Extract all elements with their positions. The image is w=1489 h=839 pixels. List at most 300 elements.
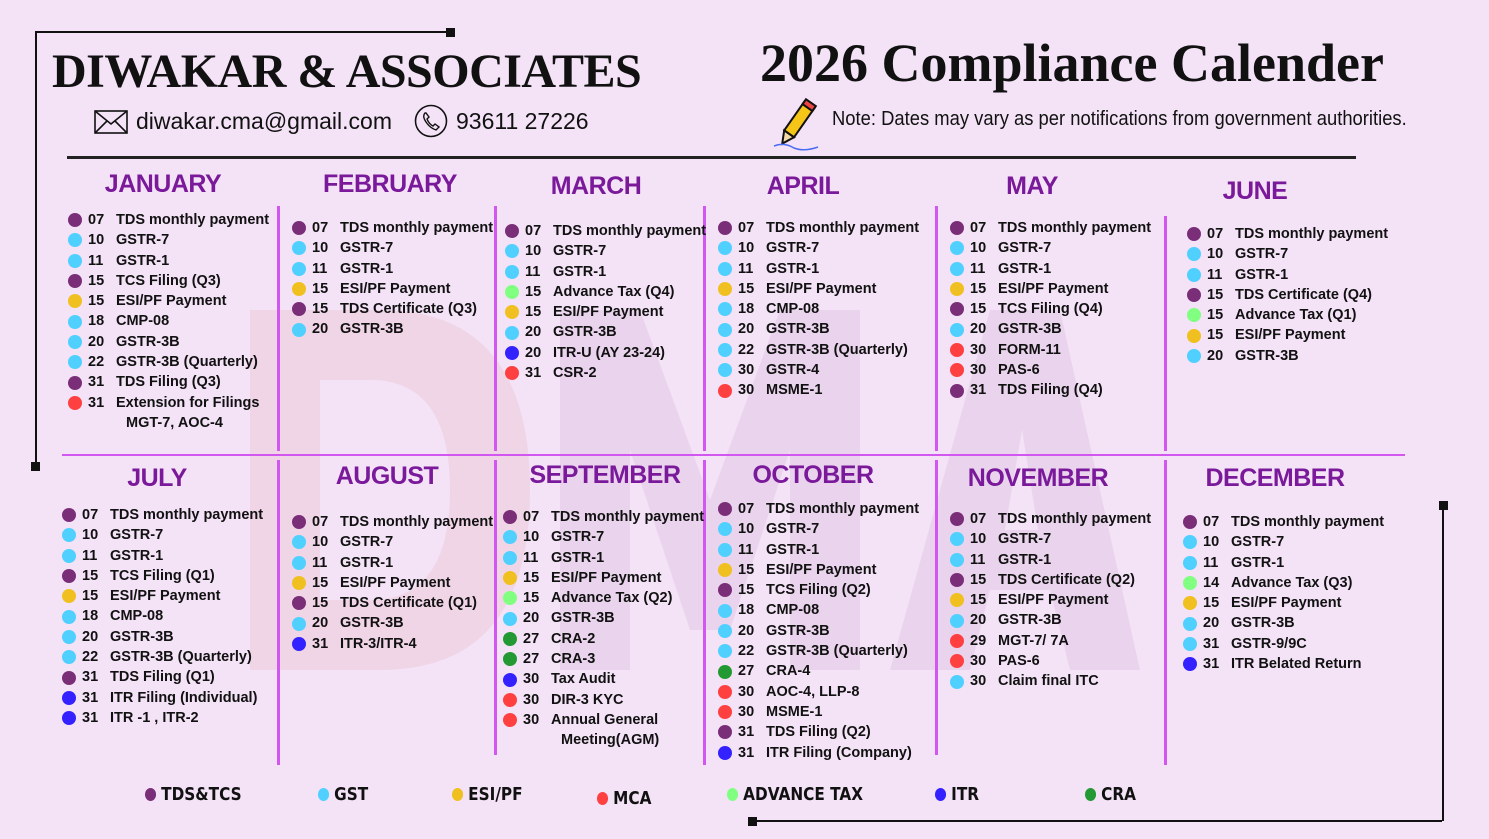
deadline-item [1183, 654, 1384, 674]
deadline-day: 07 [738, 220, 755, 236]
category-dot-icon [718, 262, 732, 276]
category-dot-icon [292, 556, 306, 570]
month-title-september: SEPTEMBER [529, 461, 681, 489]
category-dot-icon [68, 315, 82, 329]
category-dot-icon [718, 705, 732, 719]
deadline-label: ITR-3/ITR-4 [340, 635, 417, 652]
deadline-item [1187, 224, 1388, 244]
deadline-label: MGT-7/ 7A [998, 632, 1069, 649]
deadline-day: 20 [738, 622, 755, 639]
deadline-list-november [950, 509, 1151, 692]
deadline-label: GSTR-7 [998, 531, 1052, 548]
deadline-label: Advance Tax (Q4) [553, 283, 675, 300]
category-dot-icon [718, 563, 732, 577]
deadline-day: 11 [970, 260, 986, 277]
deadline-item [292, 634, 493, 654]
deadline-item [68, 352, 269, 372]
deadline-item [503, 608, 704, 628]
deadline-label: GSTR-1 [553, 263, 607, 280]
deadline-label: GSTR-3B [553, 324, 617, 341]
deadline-label: TCS Filing (Q2) [766, 582, 871, 599]
deadline-day: 15 [738, 280, 755, 297]
deadline-item [950, 380, 1151, 400]
category-dot-icon [950, 262, 964, 276]
category-dot-icon [718, 343, 732, 357]
category-dot-icon [718, 302, 732, 316]
month-title-october: OCTOBER [752, 461, 874, 489]
deadline-item [1187, 244, 1388, 264]
deadline-item [68, 271, 269, 291]
deadline-item [292, 532, 493, 552]
deadline-day: 15 [312, 301, 329, 318]
deadline-label: TDS monthly payment [553, 223, 707, 239]
deadline-label: GSTR-1 [1235, 266, 1289, 283]
deadline-list-july [62, 505, 263, 728]
month-title-april: APRIL [766, 172, 840, 200]
deadline-item [1187, 346, 1388, 366]
deadline-item [505, 262, 706, 282]
category-dot-icon [1183, 535, 1197, 549]
deadline-day: 10 [82, 527, 99, 544]
deadline-label: ITR Filing (Company) [766, 744, 912, 761]
deadline-label: TDS Filing (Q4) [998, 382, 1103, 399]
deadline-item [718, 560, 919, 580]
deadline-day: 31 [88, 394, 105, 411]
deadline-label: GSTR-7 [998, 240, 1052, 257]
deadline-item [292, 259, 493, 279]
category-dot-icon [62, 671, 76, 685]
deadline-day: 30 [970, 341, 987, 358]
deadline-day: 15 [82, 588, 99, 605]
category-dot-icon [62, 508, 76, 522]
deadline-label: GSTR-3B [1231, 615, 1295, 632]
category-dot-icon [718, 384, 732, 398]
deadline-label: AOC-4, LLP-8 [766, 683, 860, 700]
category-dot-icon [292, 241, 306, 255]
deadline-label: Tax Audit [551, 671, 616, 688]
deadline-day: 30 [523, 711, 540, 728]
deadline-item [62, 708, 263, 728]
month-title-may: MAY [1006, 172, 1058, 200]
deadline-item [505, 282, 706, 302]
firm-name: DIWAKAR & ASSOCIATES [52, 45, 642, 98]
category-dot-icon [950, 302, 964, 316]
deadline-label: ESI/PF Payment [998, 592, 1109, 609]
deadline-day: 15 [88, 272, 105, 289]
deadline-label: GSTR-1 [116, 252, 170, 269]
category-dot-icon [1187, 247, 1201, 261]
category-dot-icon [292, 221, 306, 235]
deadline-item [292, 319, 493, 339]
deadline-day: 20 [523, 610, 540, 627]
deadline-day: 30 [738, 683, 755, 700]
category-dot-icon [1183, 596, 1197, 610]
deadline-item [950, 360, 1151, 380]
deadline-label: GSTR-3B [551, 610, 615, 627]
deadline-day: 31 [312, 635, 329, 652]
month-title-january: JANUARY [104, 170, 222, 198]
deadline-day: 07 [82, 507, 99, 523]
category-dot-icon [505, 346, 519, 360]
deadline-label: GSTR-3B [1235, 347, 1299, 364]
category-dot-icon [718, 665, 732, 679]
category-dot-icon [950, 323, 964, 337]
frame-line [752, 820, 1442, 822]
deadline-day: 10 [738, 521, 755, 538]
deadline-label: TDS Certificate (Q3) [340, 301, 477, 318]
legend-dot-icon [145, 788, 156, 801]
category-dot-icon [292, 302, 306, 316]
category-dot-icon [62, 650, 76, 664]
category-dot-icon [292, 535, 306, 549]
month-title-august: AUGUST [335, 462, 439, 490]
deadline-label: CMP-08 [110, 608, 164, 625]
deadline-label: TDS monthly payment [116, 212, 270, 228]
legend-item-adv [727, 784, 863, 805]
deadline-label: ESI/PF Payment [340, 574, 451, 591]
deadline-item [62, 667, 263, 687]
deadline-label: TDS monthly payment [340, 514, 494, 530]
deadline-label: Advance Tax (Q2) [551, 590, 673, 607]
category-dot-icon [950, 221, 964, 235]
deadline-day: 15 [523, 590, 540, 607]
deadline-item [1183, 573, 1384, 593]
month-title-december: DECEMBER [1205, 464, 1345, 492]
deadline-item [718, 238, 919, 258]
deadline-item [62, 627, 263, 647]
deadline-item [718, 580, 919, 600]
frame-corner [748, 817, 757, 826]
deadline-list-september [503, 507, 704, 751]
category-dot-icon [68, 233, 82, 247]
deadline-item [503, 669, 704, 689]
category-dot-icon [503, 612, 517, 626]
deadline-label: Claim final ITC [998, 673, 1099, 690]
frame-line [36, 31, 450, 33]
legend-label: ESI/PF [468, 784, 523, 805]
deadline-day: 11 [82, 547, 98, 564]
legend-dot-icon [1085, 788, 1096, 801]
legend-dot-icon [597, 792, 608, 805]
deadline-day: 07 [1203, 514, 1220, 530]
legend-label: ITR [951, 784, 980, 805]
deadline-label: CRA-2 [551, 630, 596, 647]
category-dot-icon [68, 213, 82, 227]
category-dot-icon [505, 224, 519, 238]
deadline-item [718, 319, 919, 339]
deadline-day: 07 [312, 220, 329, 236]
phone-contact[interactable] [414, 104, 589, 138]
category-dot-icon [718, 363, 732, 377]
deadline-label: Annual General [551, 711, 659, 728]
month-title-march: MARCH [550, 172, 642, 200]
column-divider [935, 460, 938, 755]
deadline-label: GSTR-3B [340, 615, 404, 632]
deadline-item [503, 588, 704, 608]
deadline-day: 31 [88, 374, 105, 391]
deadline-day: 11 [970, 551, 986, 568]
deadline-item [292, 218, 493, 238]
deadline-day: 27 [523, 651, 540, 668]
deadline-item [950, 509, 1151, 529]
deadline-label: TDS monthly payment [998, 220, 1152, 236]
column-divider [1164, 216, 1167, 451]
deadline-day: 31 [82, 689, 99, 706]
category-dot-icon [62, 549, 76, 563]
deadline-day: 15 [525, 304, 542, 321]
legend-label: ADVANCE TAX [743, 784, 864, 805]
deadline-label: PAS-6 [998, 653, 1040, 670]
legend-item-gst [318, 784, 368, 805]
deadline-day: 29 [970, 632, 987, 649]
deadline-list-april [718, 218, 919, 401]
deadline-day: 10 [88, 232, 105, 249]
deadline-item [62, 606, 263, 626]
deadline-item [503, 649, 704, 669]
category-dot-icon [503, 530, 517, 544]
category-dot-icon [1183, 515, 1197, 529]
category-dot-icon [1183, 556, 1197, 570]
deadline-label: CSR-2 [553, 365, 597, 382]
deadline-day: 22 [738, 341, 755, 358]
deadline-label: ESI/PF Payment [340, 280, 451, 297]
deadline-day: 31 [970, 382, 987, 399]
deadline-label: TDS Certificate (Q1) [340, 595, 477, 612]
category-dot-icon [1187, 329, 1201, 343]
deadline-day: 07 [312, 514, 329, 530]
category-dot-icon [292, 262, 306, 276]
legend-dot-icon [727, 788, 738, 801]
legend-item-tds [145, 784, 242, 805]
deadline-day: 15 [970, 592, 987, 609]
deadline-day: 15 [738, 582, 755, 599]
deadline-day: 20 [1203, 615, 1220, 632]
deadline-label: ESI/PF Payment [998, 280, 1109, 297]
category-dot-icon [62, 569, 76, 583]
deadline-item [503, 690, 704, 710]
deadline-day: 30 [523, 671, 540, 688]
category-dot-icon [718, 685, 732, 699]
deadline-item [1183, 593, 1384, 613]
deadline-item [292, 553, 493, 573]
deadline-item [503, 629, 704, 649]
deadline-label-continued: Meeting(AGM) [561, 732, 660, 749]
category-dot-icon [292, 617, 306, 631]
deadline-day: 30 [738, 382, 755, 399]
deadline-item [718, 682, 919, 702]
deadline-day: 30 [970, 653, 987, 670]
category-dot-icon [1183, 637, 1197, 651]
category-dot-icon [505, 244, 519, 258]
category-dot-icon [505, 326, 519, 340]
category-dot-icon [718, 502, 732, 516]
deadline-label: TDS Certificate (Q4) [1235, 286, 1372, 303]
category-dot-icon [292, 576, 306, 590]
deadline-item [68, 251, 269, 271]
row-divider [62, 454, 1405, 456]
category-dot-icon [62, 711, 76, 725]
deadline-day: 30 [970, 673, 987, 690]
month-title-july: JULY [127, 464, 187, 492]
deadline-label: GSTR-1 [110, 547, 164, 564]
deadline-list-december [1183, 512, 1384, 674]
category-dot-icon [503, 673, 517, 687]
deadline-label: MSME-1 [766, 382, 823, 399]
deadline-label: TDS monthly payment [340, 220, 494, 236]
deadline-day: 10 [525, 243, 542, 260]
deadline-day: 20 [312, 615, 329, 632]
category-dot-icon [503, 571, 517, 585]
deadline-label: CRA-4 [766, 663, 811, 680]
deadline-label: GSTR-3B (Quarterly) [766, 341, 908, 358]
deadline-item [62, 566, 263, 586]
deadline-list-october [718, 499, 919, 763]
category-dot-icon [950, 654, 964, 668]
category-dot-icon [505, 305, 519, 319]
deadline-label: PAS-6 [998, 362, 1040, 379]
deadline-item [292, 593, 493, 613]
column-divider [494, 460, 497, 755]
deadline-day: 30 [970, 362, 987, 379]
deadline-item [718, 499, 919, 519]
deadline-day: 11 [738, 260, 754, 277]
deadline-label: Extension for Filings [116, 394, 260, 411]
category-dot-icon [292, 596, 306, 610]
category-dot-icon [1187, 288, 1201, 302]
category-dot-icon [718, 746, 732, 760]
pencil-icon [770, 96, 822, 152]
legend-dot-icon [935, 788, 946, 801]
deadline-label: GSTR-1 [998, 551, 1052, 568]
deadline-label: ESI/PF Payment [110, 588, 221, 605]
deadline-day: 07 [970, 220, 987, 236]
deadline-label: ESI/PF Payment [1231, 595, 1342, 612]
category-dot-icon [718, 604, 732, 618]
category-dot-icon [503, 713, 517, 727]
deadline-label: GSTR-7 [553, 243, 607, 260]
deadline-label: TDS monthly payment [1235, 226, 1389, 242]
deadline-day: 20 [970, 321, 987, 338]
category-dot-icon [292, 515, 306, 529]
deadline-item [950, 590, 1151, 610]
category-dot-icon [68, 274, 82, 288]
deadline-day: 11 [88, 252, 104, 269]
deadline-item [718, 600, 919, 620]
frame-line [35, 31, 37, 466]
deadline-item [718, 661, 919, 681]
deadline-day: 10 [738, 240, 755, 257]
category-dot-icon [62, 630, 76, 644]
deadline-label: ITR-U (AY 23-24) [553, 344, 666, 361]
deadline-day: 27 [523, 630, 540, 647]
deadline-item [68, 372, 269, 392]
deadline-label: ESI/PF Payment [116, 293, 227, 310]
deadline-day: 10 [970, 240, 987, 257]
deadline-item [718, 259, 919, 279]
deadline-list-february [292, 218, 493, 340]
deadline-item [718, 743, 919, 763]
deadline-day: 18 [738, 301, 755, 318]
deadline-day: 10 [312, 534, 329, 551]
deadline-item [950, 570, 1151, 590]
deadline-day: 10 [1207, 246, 1224, 263]
month-title-june: JUNE [1222, 177, 1288, 205]
deadline-item [62, 647, 263, 667]
legend-label: GST [334, 784, 369, 805]
phone-icon [414, 104, 448, 138]
deadline-day: 31 [738, 724, 755, 741]
deadline-day: 31 [1203, 656, 1220, 673]
category-dot-icon [950, 532, 964, 546]
deadline-day: 10 [1203, 534, 1220, 551]
deadline-day: 20 [525, 324, 542, 341]
category-dot-icon [718, 644, 732, 658]
category-dot-icon [950, 343, 964, 357]
legend-label: MCA [613, 788, 652, 809]
category-dot-icon [505, 366, 519, 380]
deadline-label: TDS Filing (Q3) [116, 374, 221, 391]
deadline-item [718, 519, 919, 539]
deadline-day: 10 [312, 240, 329, 257]
deadline-day: 15 [88, 293, 105, 310]
category-dot-icon [950, 363, 964, 377]
deadline-label: TCS Filing (Q1) [110, 567, 215, 584]
category-dot-icon [505, 285, 519, 299]
deadline-day: 10 [523, 529, 540, 546]
deadline-day: 07 [523, 509, 540, 525]
deadline-list-march [505, 221, 706, 383]
deadline-day: 15 [1207, 307, 1224, 324]
column-divider [494, 206, 497, 451]
deadline-day: 10 [970, 531, 987, 548]
deadline-label: GSTR-1 [1231, 554, 1285, 571]
deadline-day: 20 [312, 321, 329, 338]
deadline-label: GSTR-1 [766, 260, 820, 277]
deadline-day: 15 [525, 283, 542, 300]
deadline-item [68, 393, 269, 413]
deadline-item [503, 568, 704, 588]
deadline-item [950, 238, 1151, 258]
deadline-day: 22 [82, 649, 99, 666]
frame-corner [31, 462, 40, 471]
category-dot-icon [1183, 657, 1197, 671]
email-contact[interactable] [94, 108, 392, 135]
category-dot-icon [1187, 349, 1201, 363]
deadline-label: TDS monthly payment [110, 507, 264, 523]
deadline-item [718, 279, 919, 299]
deadline-day: 20 [970, 612, 987, 629]
deadline-item [718, 380, 919, 400]
legend-dot-icon [452, 788, 463, 801]
category-dot-icon [718, 241, 732, 255]
deadline-item [718, 702, 919, 722]
legend-label: TDS&TCS [161, 784, 242, 805]
category-dot-icon [950, 614, 964, 628]
deadline-day: 15 [312, 595, 329, 612]
deadline-day: 07 [970, 511, 987, 527]
legend-item-itr [935, 784, 979, 805]
deadline-label: Advance Tax (Q3) [1231, 574, 1353, 591]
deadline-day: 07 [525, 223, 542, 239]
category-dot-icon [950, 634, 964, 648]
deadline-label: GSTR-7 [766, 521, 820, 538]
category-dot-icon [950, 282, 964, 296]
deadline-item [1183, 512, 1384, 532]
category-dot-icon [503, 551, 517, 565]
category-dot-icon [62, 589, 76, 603]
deadline-day: 11 [1207, 266, 1223, 283]
deadline-item [1187, 305, 1388, 325]
